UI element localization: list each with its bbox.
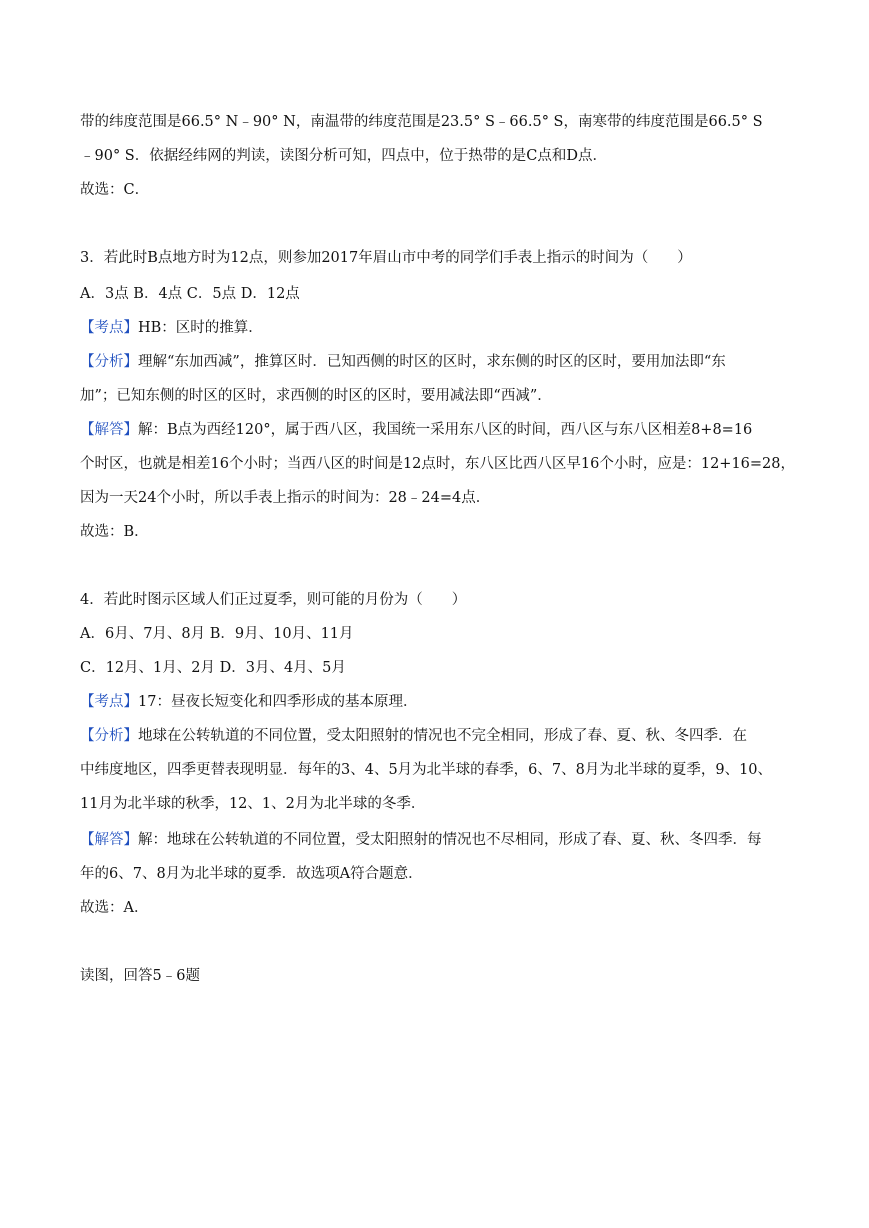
question-4-jieda <box>80 830 762 850</box>
question-4: 4．若此时图示区域人们正过夏季，则可能的月份为（ ） <box>80 592 467 608</box>
question-3-jieda-line-2: 个时区，也就是相差16个小时；当西八区的时间是12点时，东八区比西八区早16个小时，应是：12+16=28， <box>80 456 795 472</box>
fenxi-text: 理解“东加西减”，推算区时．已知西侧的时区的区时，求东侧的时区的区时，要用加法即“东 <box>138 354 726 370</box>
jieda-text: 解：地球在公转轨道的不同位置，受太阳照射的情况也不尽相同，形成了春、夏、秋、冬四季．每 <box>138 832 762 848</box>
question-3-jieda <box>80 420 752 440</box>
kaodian-tag: 【考点】 <box>80 694 138 710</box>
fenxi-tag: 【分析】 <box>80 728 138 744</box>
question-4-fenxi-line-2: 中纬度地区，四季更替表现明显．每年的3、4、5月为北半球的春季，6、7、8月为北半球的夏季，9、10、 <box>80 762 773 778</box>
question-4-options-line-1: A．6月、7月、8月 B．9月、10月、11月 <box>80 626 354 642</box>
question-3-options: A．3点 B．4点 C．5点 D．12点 <box>80 286 300 302</box>
question-4-jieda-line-2: 年的6、7、8月为北半球的夏季．故选项A符合题意． <box>80 866 423 882</box>
question-3-fenxi <box>80 352 726 372</box>
kaodian-text: HB：区时的推算． <box>138 320 263 336</box>
jieda-tag: 【解答】 <box>80 422 138 438</box>
question-3-jieda-line-3: 因为一天24个小时，所以手表上指示的时间为：28﹣24=4点． <box>80 490 491 506</box>
next-questions-intro: 读图，回答5﹣6题 <box>80 968 200 984</box>
fenxi-text: 地球在公转轨道的不同位置，受太阳照射的情况也不完全相同，形成了春、夏、秋、冬四季．在 <box>138 728 747 744</box>
question-4-fenxi-line-3: 11月为北半球的秋季，12、1、2月为北半球的冬季． <box>80 796 426 812</box>
prev-answer-line-2: ﹣90° S．依据经纬网的判读，读图分析可知，四点中，位于热带的是C点和D点． <box>80 148 607 164</box>
jieda-text: 解：B点为西经120°，属于西八区，我国统一采用东八区的时间，西八区与东八区相差8+8=16 <box>138 422 753 438</box>
question-3-fenxi-line-2: 加”；已知东侧的时区的区时，求西侧的时区的区时，要用减法即“西减”． <box>80 388 552 404</box>
jieda-tag: 【解答】 <box>80 832 138 848</box>
prev-answer-choice: 故选：C． <box>80 182 150 198</box>
question-4-choice: 故选：A． <box>80 900 149 916</box>
fenxi-tag: 【分析】 <box>80 354 138 370</box>
kaodian-text: 17：昼夜长短变化和四季形成的基本原理． <box>138 694 418 710</box>
question-4-fenxi <box>80 726 747 746</box>
question-4-kaodian <box>80 692 417 712</box>
question-3-choice: 故选：B． <box>80 524 149 540</box>
kaodian-tag: 【考点】 <box>80 320 138 336</box>
question-3: 3．若此时B点地方时为12点，则参加2017年眉山市中考的同学们手表上指示的时间为（ ） <box>80 250 692 266</box>
question-4-options-line-2: C．12月、1月、2月 D．3月、4月、5月 <box>80 660 346 676</box>
question-3-kaodian <box>80 318 263 338</box>
prev-answer-line-1: 带的纬度范围是66.5° N﹣90° N，南温带的纬度范围是23.5° S﹣66.5° S，南寒带的纬度范围是66.5° S <box>80 114 763 130</box>
